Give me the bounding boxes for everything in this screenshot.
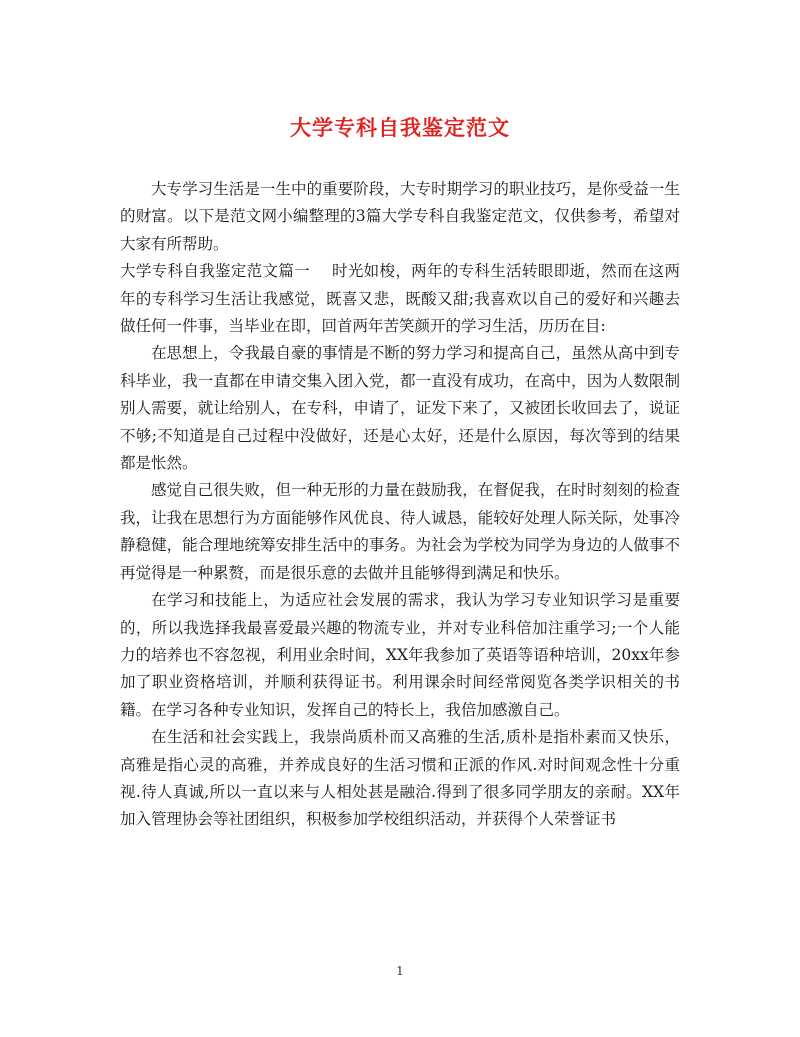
section-lead-text: 时光如梭，两年的专科生活转眼即逝，然而在这两年的专科学习生活让我感觉，既喜又悲，既酸又甜;我喜欢以自己的爱好和兴趣去做任何一件事，当毕业在即，回首两年苦笑颜开的学习生活，历历在目: — [120, 262, 680, 336]
body-paragraph-study: 在学习和技能上，为适应社会发展的需求，我认为学习专业知识学习是重要的，所以我选择我最喜爱最兴趣的物流专业，并对专业科倍加注重学习;一个人能力的培养也不容忽视，利用业余时间，XX年我参加了英语等语种培训，20xx年参加了职业资格培训，并顺利获得证书。利用课余时间经常阅览各类学识相关的书籍。在学习各种专业知识，发挥自己的特长上，我倍加感激自己。 — [120, 591, 680, 719]
document-body — [120, 176, 680, 834]
section-paragraph — [120, 258, 680, 340]
page-title: 大学专科自我鉴定范文 — [290, 116, 510, 140]
section-heading: 大学专科自我鉴定范文篇一 — [120, 262, 310, 281]
intro-paragraph: 大专学习生活是一生中的重要阶段，大专时期学习的职业技巧，是你受益一生的财富。以下是范文网小编整理的3篇大学专科自我鉴定范文，仅供参考，希望对大家有所帮助。 — [120, 180, 680, 253]
body-paragraph-self-reflection: 感觉自己很失败，但一种无形的力量在鼓励我，在督促我，在时时刻刻的检查我，让我在思想行为方面能够作风优良、待人诚恳，能较好处理人际关际，处事冷静稳健，能合理地统筹安排生活中的事务。为社会为学校为同学为身边的人做事不再觉得是一种累赘，而是很乐意的去做并且能够得到满足和快乐。 — [120, 481, 680, 582]
body-paragraph-life: 在生活和社会实践上，我崇尚质朴而又高雅的生活,质朴是指朴素而又快乐，高雅是指心灵的高雅，并养成良好的生活习惯和正派的作风.对时间观念性十分重视.待人真诚,所以一直以来与人相处甚是融洽.得到了很多同学朋友的亲耐。XX年加入管理协会等社团组织，积极参加学校组织活动，并获得个人荣誉证书 — [120, 728, 680, 829]
page-number: 1 — [396, 964, 404, 978]
body-paragraph-thought: 在思想上，令我最自豪的事情是不断的努力学习和提高自己，虽然从高中到专科毕业，我一直都在申请交集入团入党，都一直没有成功，在高中，因为人数限制别人需要，就让给别人，在专科，申请了，证发下来了，又被团长收回去了，说证不够;不知道是自己过程中没做好，还是心太好，还是什么原因，每次等到的结果都是怅然。 — [120, 344, 680, 473]
